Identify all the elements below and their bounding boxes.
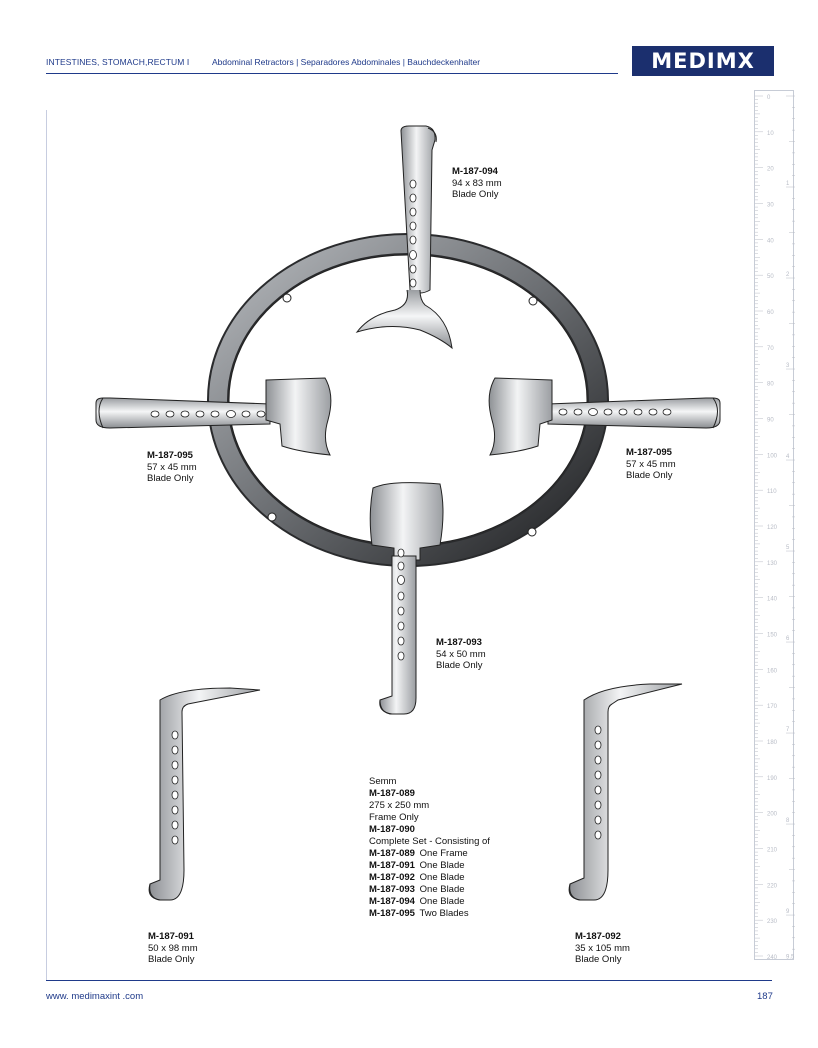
ruler-inch-label: 6	[786, 636, 790, 643]
ruler-mm-label: 0	[767, 95, 771, 101]
ruler-mm-label: 100	[767, 453, 778, 460]
caption-bottom-blade	[436, 637, 486, 672]
ruler-mm-label: 220	[767, 883, 778, 890]
ruler-mm-label: 230	[767, 919, 778, 926]
set-item-code: M-187-092	[369, 872, 415, 883]
ruler-mm-label: 40	[767, 238, 774, 245]
set-item-desc: One Blade	[419, 872, 465, 883]
ruler-mm-label: 200	[767, 811, 778, 818]
product-size: 54 x 50 mm	[436, 648, 486, 660]
product-size: 57 x 45 mm	[626, 458, 676, 470]
set-item-code: M-187-093	[369, 884, 415, 895]
ruler-mm-label: 90	[767, 417, 774, 424]
frame-size: 275 x 250 mm	[369, 800, 430, 811]
caption-top-blade	[452, 166, 502, 201]
product-code: M-187-091	[148, 931, 194, 942]
product-size: 50 x 98 mm	[148, 942, 198, 954]
set-item-desc: Two Blades	[419, 908, 469, 919]
set-item	[369, 872, 490, 884]
frame-code: M-187-089	[369, 788, 415, 799]
product-size: 94 x 83 mm	[452, 177, 502, 189]
page-number: 187	[757, 991, 773, 1002]
set-item	[369, 896, 490, 908]
frame-desc: Frame Only	[369, 812, 419, 823]
ruler-inch-label: 5	[786, 545, 790, 552]
caption-right-blade	[626, 447, 676, 482]
set-description	[369, 776, 490, 920]
ruler-mm-label: 80	[767, 381, 774, 388]
set-name: Semm	[369, 776, 397, 787]
ruler-mm-label: 70	[767, 345, 774, 352]
footer-divider	[46, 980, 772, 981]
catalog-category: INTESTINES, STOMACH,RECTUM I	[46, 57, 190, 67]
ruler-inch-label: 3	[786, 363, 790, 370]
ruler-mm-label: 120	[767, 525, 778, 531]
set-item-code: M-187-089	[369, 848, 415, 859]
product-desc: Blade Only	[147, 473, 194, 484]
set-item-desc: One Blade	[419, 860, 465, 871]
ruler-inch-label: 1	[786, 181, 790, 188]
ruler-mm-label: 190	[767, 775, 778, 782]
set-item	[369, 848, 490, 860]
ruler-mm-label: 10	[767, 130, 774, 137]
loose-blade-left	[149, 688, 260, 900]
set-item-code: M-187-094	[369, 896, 415, 907]
ruler-mm-label: 240	[767, 955, 778, 961]
set-item-code: M-187-095	[369, 908, 415, 919]
product-desc: Blade Only	[436, 660, 483, 671]
set-item-desc: One Blade	[419, 896, 465, 907]
product-code: M-187-095	[626, 447, 672, 458]
product-code: M-187-092	[575, 931, 621, 942]
product-desc: Blade Only	[452, 189, 499, 200]
set-item-code: M-187-091	[369, 860, 415, 871]
product-size: 57 x 45 mm	[147, 461, 197, 473]
ruler-inch-label: 9.5	[786, 954, 795, 961]
ruler-mm-label: 60	[767, 310, 774, 316]
brand-logo: MEDIMX	[632, 46, 774, 76]
ruler-mm-label: 130	[767, 560, 778, 567]
product-desc: Blade Only	[626, 470, 673, 481]
ruler-mm-label: 160	[767, 668, 778, 675]
bottom-blade	[370, 483, 443, 714]
set-item	[369, 860, 490, 872]
ruler-mm-label: 180	[767, 740, 778, 746]
website-link[interactable]: www. medimaxint .com	[46, 991, 144, 1002]
ruler-mm-label: 210	[767, 847, 778, 854]
ruler-inch-label: 9	[786, 909, 790, 916]
set-item-desc: One Frame	[419, 848, 468, 859]
product-code: M-187-094	[452, 166, 498, 177]
ruler-mm-label: 20	[767, 166, 774, 173]
ruler-mm-label: 110	[767, 489, 777, 496]
product-desc: Blade Only	[148, 954, 195, 965]
set-item-desc: One Blade	[419, 884, 465, 895]
product-code: M-187-093	[436, 637, 482, 648]
ruler-mm-label: 170	[767, 704, 778, 711]
product-code: M-187-095	[147, 450, 193, 461]
product-desc: Blade Only	[575, 954, 622, 965]
set-item	[369, 908, 490, 920]
loose-blade-right	[569, 684, 682, 900]
complete-set-code: M-187-090	[369, 824, 415, 835]
ruler-inch-label: 4	[786, 454, 790, 461]
complete-set-desc: Complete Set - Consisting of	[369, 836, 490, 847]
product-size: 35 x 105 mm	[575, 942, 630, 954]
caption-loose-blade-left	[148, 931, 198, 966]
ruler-inch-label: 7	[786, 727, 790, 734]
caption-left-blade	[147, 450, 197, 485]
catalog-subtitle: Abdominal Retractors | Separadores Abdominales | Bauchdeckenhalter	[212, 57, 481, 67]
ruler-mm-label: 140	[767, 596, 778, 603]
set-item	[369, 884, 490, 896]
ruler-mm-label: 30	[767, 202, 774, 209]
ruler-inch-label: 2	[786, 272, 790, 279]
caption-loose-blade-right	[575, 931, 630, 966]
ruler-mm-label: 50	[767, 274, 774, 281]
ruler-mm-label: 150	[767, 632, 778, 639]
ruler-inch-label: 8	[786, 818, 790, 825]
